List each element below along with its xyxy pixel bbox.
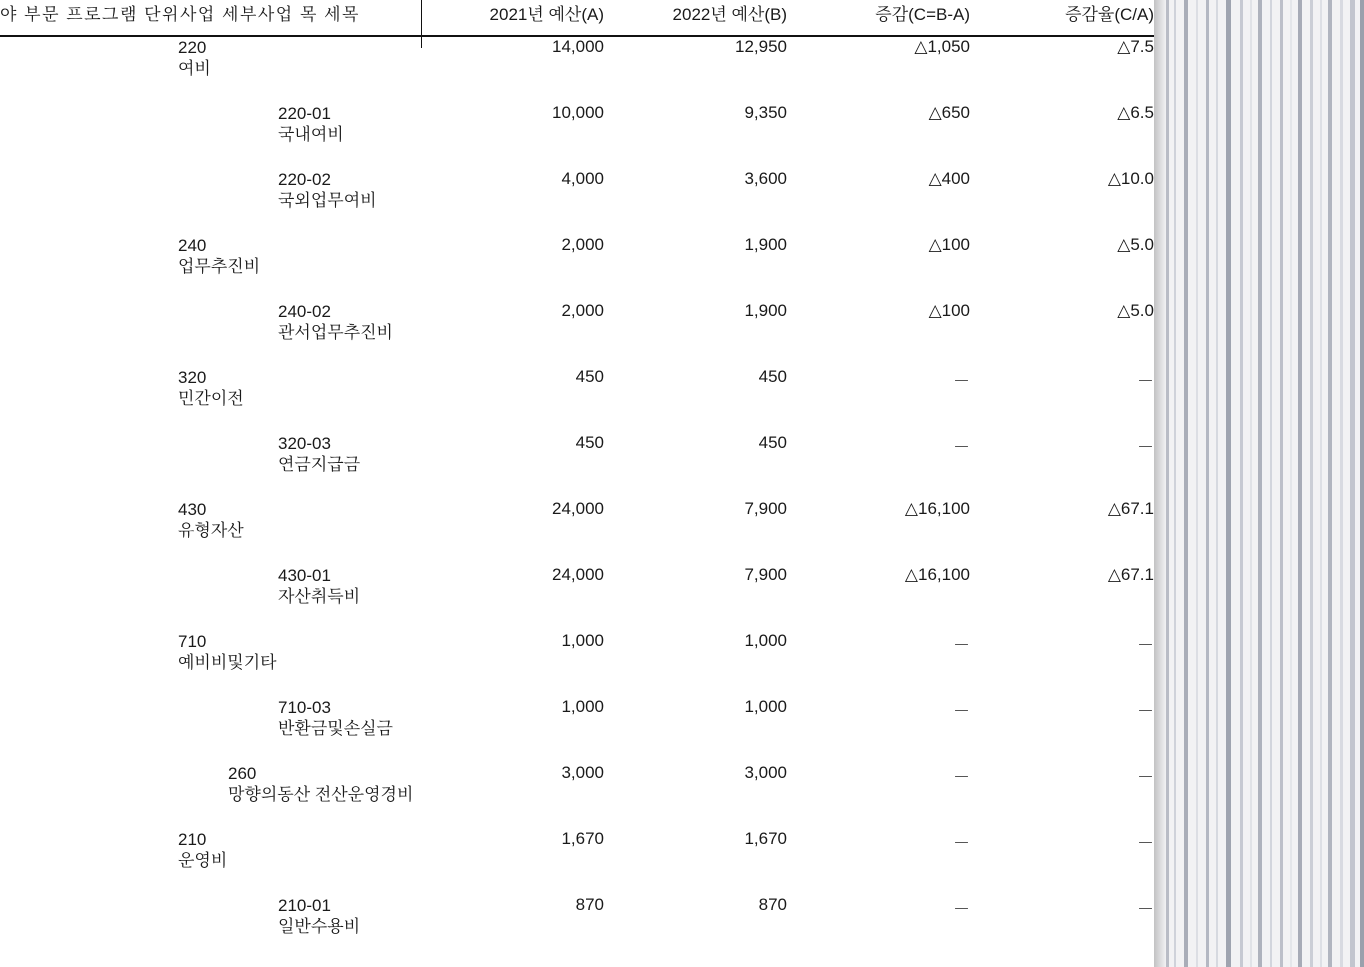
row-change: △100	[928, 235, 970, 254]
page-edge-band	[1270, 0, 1272, 967]
row-change: －	[953, 438, 970, 457]
page-edge-shadow	[1154, 0, 1166, 967]
row-label-cell	[0, 565, 421, 631]
row-budget-2021: 1,000	[561, 631, 604, 650]
row-budget-2022: 450	[758, 367, 787, 386]
page-edge-band	[1226, 0, 1231, 967]
row-name: 운영비	[178, 851, 228, 871]
row-code: 240-02	[278, 302, 331, 321]
row-label-cell	[0, 895, 421, 961]
row-code: 240	[178, 236, 207, 255]
row-label-cell	[0, 367, 421, 433]
row-budget-2022: 3,000	[744, 763, 787, 782]
row-code: 320-03	[278, 434, 331, 453]
row-change-rate: △10.0	[1107, 169, 1154, 188]
row-label-cell	[0, 499, 421, 565]
row-budget-2022: 1,900	[744, 235, 787, 254]
row-label-cell	[0, 301, 421, 367]
row-label-indent	[0, 499, 421, 542]
row-change: －	[953, 372, 970, 391]
row-budget-2021: 2,000	[561, 301, 604, 320]
row-name: 일반수용비	[278, 917, 361, 937]
row-change: －	[953, 702, 970, 721]
row-label-cell	[0, 235, 421, 301]
row-code: 430	[178, 500, 207, 519]
row-label-indent	[0, 301, 421, 344]
page-edge-band	[1280, 0, 1283, 967]
row-label-indent	[0, 367, 421, 410]
page-edge-band	[1320, 0, 1322, 967]
page-edge-band	[1250, 0, 1252, 967]
page-edge-band	[1310, 0, 1313, 967]
table-row	[0, 829, 1154, 895]
row-change-rate: △6.5	[1117, 103, 1154, 122]
row-label-indent	[0, 895, 421, 938]
row-budget-2021: 450	[575, 433, 604, 452]
table-row	[0, 499, 1154, 565]
row-change-rate: －	[1137, 438, 1154, 457]
row-budget-2021: 14,000	[552, 37, 604, 56]
table-row	[0, 235, 1154, 301]
row-budget-2021: 24,000	[552, 565, 604, 584]
row-budget-2021: 870	[575, 895, 604, 914]
table-row	[0, 565, 1154, 631]
row-budget-2021: 24,000	[552, 499, 604, 518]
row-name: 반환금및손실금	[278, 719, 393, 739]
row-code: 220-02	[278, 170, 331, 189]
row-budget-2021: 1,670	[561, 829, 604, 848]
row-name: 망향의동산 전산운영경비	[228, 785, 414, 805]
row-label-indent	[0, 631, 421, 674]
row-change: △1,050	[914, 37, 970, 56]
row-budget-2022: 1,900	[744, 301, 787, 320]
page-edge-band	[1290, 0, 1292, 967]
row-name: 예비비및기타	[178, 653, 277, 673]
row-label-cell	[0, 36, 421, 103]
column-header-change: 증감(C=B-A)	[787, 0, 970, 36]
row-budget-2021: 10,000	[552, 103, 604, 122]
row-code: 220-01	[278, 104, 331, 123]
table-row	[0, 895, 1154, 961]
row-change-rate: △7.5	[1117, 37, 1154, 56]
page-edge-band	[1258, 0, 1262, 967]
row-budget-2022: 3,600	[744, 169, 787, 188]
column-header-budget-2022: 2022년 예산(B)	[604, 0, 787, 36]
page-edge-decoration	[1154, 0, 1364, 967]
row-code: 710	[178, 632, 207, 651]
row-label-indent	[0, 697, 421, 740]
row-name: 여비	[178, 59, 211, 79]
column-header-labels: 야 부문 프로그램 단위사업 세부사업 목 세목	[0, 0, 421, 36]
table-row	[0, 631, 1154, 697]
row-label-indent	[0, 103, 421, 146]
row-label-cell	[0, 169, 421, 235]
row-change: △100	[928, 301, 970, 320]
row-code: 210	[178, 830, 207, 849]
row-change: －	[953, 834, 970, 853]
row-code: 210-01	[278, 896, 331, 915]
row-label-indent	[0, 169, 421, 212]
row-change-rate: －	[1137, 900, 1154, 919]
table-row	[0, 367, 1154, 433]
row-name: 국외업무여비	[278, 191, 377, 211]
table-row	[0, 103, 1154, 169]
row-change-rate: △5.0	[1117, 301, 1154, 320]
page-edge-band	[1184, 0, 1188, 967]
page-edge-band	[1360, 0, 1364, 967]
row-change: △400	[928, 169, 970, 188]
row-label-indent	[0, 763, 421, 806]
row-budget-2022: 1,000	[744, 631, 787, 650]
table-row	[0, 36, 1154, 103]
row-budget-2022: 450	[758, 433, 787, 452]
page-edge-band	[1216, 0, 1218, 967]
row-budget-2022: 870	[758, 895, 787, 914]
row-code: 430-01	[278, 566, 331, 585]
row-budget-2021: 1,000	[561, 697, 604, 716]
row-label-indent	[0, 829, 421, 872]
row-change: －	[953, 768, 970, 787]
row-name: 국내여비	[278, 125, 344, 145]
row-label-cell	[0, 103, 421, 169]
row-change-rate: －	[1137, 768, 1154, 787]
row-budget-2022: 9,350	[744, 103, 787, 122]
row-change-rate: －	[1137, 636, 1154, 655]
row-change-rate: －	[1137, 702, 1154, 721]
row-label-cell	[0, 631, 421, 697]
row-change-rate: △67.1	[1107, 565, 1154, 584]
row-name: 유형자산	[178, 521, 244, 541]
column-header-change-rate: 증감율(C/A)	[970, 0, 1154, 36]
row-label-indent	[0, 235, 421, 278]
row-change: △650	[928, 103, 970, 122]
page-edge-band	[1166, 0, 1169, 967]
row-label-cell	[0, 763, 421, 829]
row-change: －	[953, 900, 970, 919]
page-edge-band	[1240, 0, 1243, 967]
row-budget-2022: 7,900	[744, 565, 787, 584]
row-name: 연금지급금	[278, 455, 361, 475]
table-row	[0, 169, 1154, 235]
column-header-budget-2021: 2021년 예산(A)	[421, 0, 604, 36]
row-change-rate: △5.0	[1117, 235, 1154, 254]
row-label-indent	[0, 565, 421, 608]
row-label-indent	[0, 37, 421, 80]
row-budget-2021: 450	[575, 367, 604, 386]
table-row	[0, 301, 1154, 367]
row-budget-2022: 12,950	[735, 37, 787, 56]
page-edge-band	[1298, 0, 1302, 967]
row-change-rate: －	[1137, 372, 1154, 391]
page-edge-band	[1350, 0, 1355, 967]
row-budget-2021: 4,000	[561, 169, 604, 188]
table-row	[0, 763, 1154, 829]
row-change-rate: △67.1	[1107, 499, 1154, 518]
table-row	[0, 433, 1154, 499]
row-label-cell	[0, 433, 421, 499]
row-budget-2022: 1,670	[744, 829, 787, 848]
row-label-cell	[0, 829, 421, 895]
page-edge-band	[1174, 0, 1176, 967]
row-code: 320	[178, 368, 207, 387]
row-budget-2022: 1,000	[744, 697, 787, 716]
header-column-divider	[421, 0, 422, 48]
row-name: 민간이전	[178, 389, 244, 409]
table-body	[0, 36, 1154, 961]
row-change-rate: －	[1137, 834, 1154, 853]
table-row	[0, 697, 1154, 763]
row-name: 업무추진비	[178, 257, 261, 277]
row-budget-2022: 7,900	[744, 499, 787, 518]
row-budget-2021: 2,000	[561, 235, 604, 254]
row-label-indent	[0, 433, 421, 476]
table-header	[0, 0, 1154, 36]
page-edge-band	[1206, 0, 1209, 967]
row-code: 260	[228, 764, 257, 783]
row-change: －	[953, 636, 970, 655]
row-name: 관서업무추진비	[278, 323, 393, 343]
row-name: 자산취득비	[278, 587, 361, 607]
page-edge-band	[1340, 0, 1343, 967]
row-change: △16,100	[904, 499, 970, 518]
table-header-row	[0, 0, 1154, 36]
page-edge-band	[1196, 0, 1198, 967]
row-label-cell	[0, 697, 421, 763]
row-code: 710-03	[278, 698, 331, 717]
row-code: 220	[178, 38, 207, 57]
page-edge-band	[1328, 0, 1332, 967]
row-change: △16,100	[904, 565, 970, 584]
row-budget-2021: 3,000	[561, 763, 604, 782]
